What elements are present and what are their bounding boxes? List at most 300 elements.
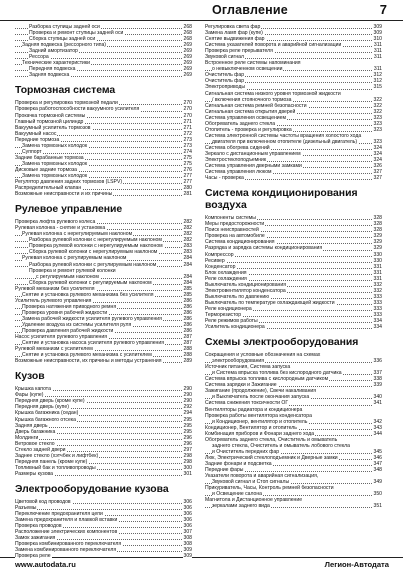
toc-entry-page: 301 xyxy=(183,470,192,477)
toc-entry-page: 286 xyxy=(183,303,192,310)
toc-entry-title: Электростеклоподъемник xyxy=(205,157,267,164)
toc-entry-page: 331 xyxy=(373,275,382,282)
toc-entry-page: 286 xyxy=(183,315,192,322)
toc-entry-page: 300 xyxy=(183,464,192,471)
toc-entry-title: Регулировка света фар xyxy=(205,24,261,30)
toc-entry-page: 282 xyxy=(183,225,192,232)
toc-entry-title: Выключатель кондиционирования xyxy=(205,281,286,288)
toc-entry[interactable] xyxy=(205,324,382,330)
toc-entry-title: Система электронной системы частоты вращения холостого хода xyxy=(205,132,362,139)
toc-entry-title: Проверка реле xyxy=(15,553,51,560)
toc-entry-title: Технические характеристики xyxy=(22,60,90,67)
toc-entry-title: Задняя подвеска xyxy=(29,72,70,79)
toc-entry-page: 290 xyxy=(183,386,192,393)
toc-entry-title: Цветовой код проводов xyxy=(15,499,71,505)
toc-entry-title: о невыключенном освещении xyxy=(212,66,283,73)
toc-entry-page: 269 xyxy=(183,66,192,73)
toc-entry-page: 328 xyxy=(373,227,382,234)
toc-entry-page: 322 xyxy=(373,102,382,109)
toc-entry-title: Рессора xyxy=(29,54,49,61)
header-bar xyxy=(0,0,403,21)
toc-entry-page: 327 xyxy=(373,169,382,176)
footer-site[interactable]: www.autodata.ru xyxy=(15,560,76,569)
toc-entry-page: 322 xyxy=(373,96,382,103)
toc-entry-title: заднего стекла, Очиститель и омыватель лобового стекла xyxy=(212,442,350,449)
dot-leader xyxy=(15,439,192,440)
toc-entry[interactable] xyxy=(15,72,192,78)
section-heading: Схемы электрооборудования xyxy=(205,337,359,349)
toc-entry-page: 294 xyxy=(183,410,192,417)
toc-entry-page: 328 xyxy=(373,215,382,222)
toc-right-column xyxy=(205,24,382,509)
toc-entry-page: 275 xyxy=(183,154,192,161)
toc-entry-title: Передние фары xyxy=(205,467,244,473)
toc-entry-title: Возможные неисправности и их причины xyxy=(15,191,113,198)
toc-entry-page: 282 xyxy=(183,231,192,238)
toc-entry-page: 271 xyxy=(183,124,192,131)
section-heading: Кузов xyxy=(15,371,45,383)
toc-entry-page: 306 xyxy=(183,517,192,524)
toc-entry-page: 309 xyxy=(183,547,192,554)
toc-entry-title: Задняя подвеска (рессорного типа) xyxy=(22,42,106,49)
toc-entry-page: 341 xyxy=(373,400,382,407)
toc-entry-page: 295 xyxy=(183,422,192,429)
toc-entry-title: Зеркало с дистанционным управлением xyxy=(205,150,301,157)
toc-entry-page: 309 xyxy=(373,30,382,37)
toc-entry-title: и Кондиционер, вентилятор и отопитель xyxy=(212,418,308,425)
toc-entry-title: Звуковой сигнал xyxy=(205,54,244,61)
toc-entry-title: Вакуумный усилитель тормозов xyxy=(15,124,91,131)
toc-entry-title: Снятие и установка рулевого механизма с усилителем xyxy=(22,352,152,359)
toc-entry-page: 271 xyxy=(183,118,192,125)
toc-entry-title: Задний амортизатор xyxy=(29,48,78,55)
toc-entry-page: 288 xyxy=(183,352,192,359)
toc-entry-page: 349 xyxy=(373,479,382,486)
toc-entry-title: Задние барабанные тормоза xyxy=(15,154,84,161)
toc-entry-title: Расположение электрических компонентов xyxy=(15,529,118,536)
toc-entry-title: Реле кондиционера xyxy=(205,305,252,312)
toc-entry-page: 276 xyxy=(183,166,192,173)
toc-entry-title: Система управления дверными замками xyxy=(205,163,302,170)
toc-entry-page: 306 xyxy=(183,505,192,512)
toc-entry-title: Переключение предохранителя цепи xyxy=(15,511,103,518)
toc-entry-page: 308 xyxy=(183,541,192,548)
toc-entry-title: Указатели поворота и аварийная сигнализация, xyxy=(205,473,319,480)
toc-entry-page: 350 xyxy=(373,491,382,498)
toc-entry-page: 269 xyxy=(183,72,192,79)
toc-entry-page: 334 xyxy=(373,324,382,331)
section-heading: Система кондиционирования воздуха xyxy=(205,188,358,212)
toc-entry-page: 329 xyxy=(373,239,382,246)
toc-entry-title: Сборка рулевой колонки с регулируемым наклоном xyxy=(29,279,152,286)
toc-entry-title: / включения стояночного тормоза xyxy=(212,96,292,103)
toc-entry-title: Прокачка тормозной системы xyxy=(15,112,86,119)
toc-entry-page: 273 xyxy=(183,136,192,143)
toc-entry-title: Замена предохранителя и плавкой вставки xyxy=(15,517,118,524)
toc-entry-title: Очиститель фар xyxy=(205,72,245,79)
toc-entry-title: Источник питания, Система запуска xyxy=(205,364,291,371)
toc-entry-title: Усилитель рулевого управления xyxy=(15,297,92,304)
page-number: 7 xyxy=(379,2,387,17)
toc-entry-title: Проверка проводов xyxy=(15,523,62,530)
toc-entry-title: Замена рабочей жидкости усилителя рулевого управления xyxy=(22,315,162,322)
toc-entry-page: 268 xyxy=(183,30,192,37)
toc-entry-title: Обогреватель заднего стекла xyxy=(205,120,276,127)
toc-entry-title: Замена тормозных колодок xyxy=(22,172,88,179)
toc-entry[interactable] xyxy=(15,471,192,477)
toc-entry-page: 274 xyxy=(183,148,192,155)
toc-entry-page: 287 xyxy=(183,334,192,341)
toc-entry-title: Кондиционер, Вентилятор и отопитель xyxy=(205,424,297,431)
toc-entry-title: Стекло задней двери xyxy=(15,446,66,453)
toc-entry-page: 329 xyxy=(373,233,382,240)
toc-entry[interactable] xyxy=(205,133,382,139)
toc-entry-page: 298 xyxy=(183,452,192,459)
toc-entry-title: Дисковые задние тормоза xyxy=(15,166,78,173)
toc-entry-title: с регулируемым наклоном xyxy=(36,273,99,280)
toc-entry-page: 345 xyxy=(373,448,382,455)
toc-entry-title: и Очиститель передних фар xyxy=(212,448,280,455)
toc-entry-title: Система управления люком xyxy=(205,169,272,176)
toc-entry-page: 330 xyxy=(373,251,382,258)
toc-entry-page: 329 xyxy=(373,245,382,252)
toc-entry-title: Система впрыска топлива с кислородным датчиком xyxy=(205,376,329,383)
toc-entry-page: 269 xyxy=(183,48,192,55)
toc-entry-title: Система управления освещением xyxy=(205,114,286,121)
toc-entry-page: 296 xyxy=(183,434,192,441)
toc-entry-title: Реле охлаждения xyxy=(205,275,247,282)
toc-entry-page: 284 xyxy=(183,273,192,280)
toc-entry-title: Топливный бак и топливопроводы xyxy=(15,464,96,471)
toc-entry-title: Дверь багажника xyxy=(15,428,56,435)
toc-entry-title: Замена комбинированного переключателя xyxy=(15,547,117,554)
toc-entry-title: Замена ламп фар (купе) xyxy=(205,30,263,37)
toc-entry-page: 324 xyxy=(373,144,382,151)
toc-entry-page: 309 xyxy=(373,24,382,30)
footer-bar xyxy=(0,557,403,571)
toc-entry-page: 342 xyxy=(373,418,382,425)
toc-entry-title: Крышка багажного отсека xyxy=(15,416,76,423)
toc-entry-page: 284 xyxy=(183,255,192,262)
toc-entry-title: Разборка рулевой колонки с регулируемым наклоном xyxy=(29,261,157,268)
toc-entry-title: Компоненты системы xyxy=(205,215,256,222)
toc-entry-page: 323 xyxy=(373,114,382,121)
toc-entry-title: Сокращения и условные обозначения на схемах xyxy=(205,352,321,359)
toc-entry-page: 283 xyxy=(183,249,192,256)
toc-entry-title: Обогреватель заднего стекла, Очиститель и омыватель xyxy=(205,436,338,443)
toc-entry-page: 268 xyxy=(183,36,192,43)
toc-entry-page: 284 xyxy=(183,279,192,286)
toc-entry-title: Рулевая колонка с нерегулируемым наклоном xyxy=(22,231,133,238)
toc-entry-page: 334 xyxy=(373,318,382,325)
toc-entry-page: 281 xyxy=(183,191,192,198)
toc-entry-title: Комбинация приборов и Фонари заднего хода xyxy=(205,430,315,437)
toc-entry[interactable] xyxy=(205,503,382,509)
toc-entry-title: Сборка ступицы задней оси xyxy=(29,36,96,43)
toc-entry-page: 315 xyxy=(373,84,382,91)
toc-entry-title: Проверка на автомобиле xyxy=(205,233,265,240)
toc-entry-title: Суппорт xyxy=(22,148,42,155)
toc-entry-title: Разборка рулевой колонки с нерегулируемым наклоном xyxy=(29,237,162,244)
page-title: Оглавление xyxy=(212,3,288,17)
toc-entry-title: Система снижения токсичности ОГ xyxy=(205,400,289,407)
toc-entry-title: Проверка натяжения приводного ремня xyxy=(22,303,117,310)
toc-entry-title: Молдинги xyxy=(15,434,39,441)
toc-entry-page: 286 xyxy=(183,321,192,328)
toc-entry-title: Главный тормозной цилиндр xyxy=(15,118,84,125)
toc-entry-title: Рулевая колонка с регулируемым наклоном xyxy=(22,255,127,262)
toc-entry-title: Отопитель - проверка и регулировка xyxy=(205,126,292,133)
toc-entry-title: Удаление воздуха из системы усилителя руля xyxy=(22,321,132,328)
toc-entry-title: Встроенное реле системы напоминания xyxy=(205,60,301,67)
toc-left-column xyxy=(15,24,192,559)
toc-entry-page: 270 xyxy=(183,106,192,113)
toc-entry-page: 270 xyxy=(183,112,192,119)
toc-entry-page: 323 xyxy=(373,126,382,133)
toc-entry-title: Проверка люфта рулевого колеса xyxy=(15,219,96,226)
toc-entry-title: Ресивер xyxy=(205,257,225,264)
toc-entry-title: Проверка и регулировка тормозной педали xyxy=(15,100,118,107)
toc-entry-title: Звуковой сигнал и Стоп сигналы xyxy=(212,479,290,486)
toc-entry-title: Замена тормозных колодок xyxy=(22,142,88,149)
toc-entry-title: Крышка капота xyxy=(15,386,51,393)
toc-entry-page: 285 xyxy=(183,291,192,298)
toc-entry-page: 282 xyxy=(183,219,192,226)
toc-entry-title: Сигнальная система открытия дверей xyxy=(205,108,296,115)
toc-entry-title: Замена тормозных колодок xyxy=(22,160,88,167)
toc-entry-page: 269 xyxy=(183,60,192,67)
toc-entry-page: 323 xyxy=(373,138,382,145)
toc-entry-title: Усилитель кондиционера xyxy=(205,324,265,331)
toc-entry-page: 292 xyxy=(183,404,192,411)
toc-entry-page: 311 xyxy=(373,42,382,49)
toc-entry-page: 337 xyxy=(373,370,382,377)
toc-entry-title: Система зарядки и Зажигание xyxy=(205,382,277,389)
toc-entry-page: 339 xyxy=(373,382,382,389)
dot-leader xyxy=(15,509,192,510)
toc-entry-title: Проверка рулевой колонки с нерегулируемым наклоном xyxy=(29,243,163,250)
toc-entry-title: двигателя при включенном отопителе (дизельный двигатель) xyxy=(212,138,358,145)
toc-entry-page: 309 xyxy=(183,553,192,560)
toc-entry-title: Выключатель по давлению xyxy=(205,293,270,300)
toc-entry-title: Снятие и установка насоса усилителя рулевого управления xyxy=(22,340,164,347)
toc-entry-title: Передняя дверь (кроме купе) xyxy=(15,398,85,405)
toc-entry-title: Электроприводы xyxy=(205,84,246,91)
toc-entry-page: 343 xyxy=(373,424,382,431)
toc-entry-title: Вакуумный насос xyxy=(15,130,57,137)
toc-entry-title: Крышка багажника (седан) xyxy=(15,410,79,417)
toc-entry-title: Магнитола и Дистанционное управление xyxy=(205,497,303,504)
toc-entry-title: Люк, Электрический стеклоподъемник и Дверные замки xyxy=(205,454,338,461)
toc-entry-title: Проверка и ремонт ступицы задней оси xyxy=(29,30,124,37)
toc-entry-page: 333 xyxy=(373,293,382,300)
toc-entry-page: 289 xyxy=(183,358,192,365)
toc-entry-page: 331 xyxy=(373,269,382,276)
toc-entry-page: 336 xyxy=(373,358,382,365)
toc-entry-page: 311 xyxy=(373,66,382,73)
toc-entry-title: Проверка комбинированного переключателя xyxy=(15,541,122,548)
toc-entry-title: Передние тормоза xyxy=(15,136,60,143)
toc-entry-page: 270 xyxy=(183,100,192,107)
toc-entry-title: Конденсатор xyxy=(205,263,236,270)
section-heading: Электрооборудование кузова xyxy=(15,484,169,495)
toc-entry-page: 286 xyxy=(183,309,192,316)
toc-entry-title: Система обогрева сидений xyxy=(205,144,270,151)
toc-entry-title: Возможные неисправности, их причины и методы устранения xyxy=(15,358,162,365)
toc-entry-title: Сигнальная система ремней безопасности xyxy=(205,102,307,109)
toc-entry-title: Компрессор xyxy=(205,251,234,258)
toc-entry-title: Реле режимов работы xyxy=(205,318,258,325)
toc-entry-page: 306 xyxy=(183,523,192,530)
toc-entry-page: 308 xyxy=(183,535,192,542)
toc-entry-page: 347 xyxy=(373,460,382,467)
toc-entry-title: Проверка работоспособности вакуумного усилителя xyxy=(15,106,140,113)
toc-entry-page: 306 xyxy=(183,499,192,505)
toc-entry-page: 277 xyxy=(183,172,192,179)
toc-entry-page: 312 xyxy=(373,72,382,79)
toc-entry-page: 286 xyxy=(183,297,192,304)
toc-entry-title: и Выключатель после окончания запуска xyxy=(212,394,310,401)
toc-entry-title: Рулевая колонка - снятие и установка xyxy=(15,225,106,232)
section-heading: Рулевое управление xyxy=(15,204,123,216)
toc-entry-title: Меры предосторожности xyxy=(205,221,265,228)
toc-entry-title: и Система впрыска топлива без кислородного датчика xyxy=(212,370,342,377)
toc-entry-title: Зажигание (продолжение), Свечи накаливания xyxy=(205,388,317,395)
toc-entry-title: Передняя дверь (купе) xyxy=(15,404,69,411)
toc-entry-title: Очиститель фар xyxy=(205,78,245,85)
toc-entry[interactable] xyxy=(15,191,192,197)
toc-entry-title: Снятие и установка рулевого механизма без усилителя xyxy=(22,291,154,298)
footer-publisher: Легион-Автодата xyxy=(324,560,389,569)
toc-entry-title: Проверка и ремонт рулевой колонки xyxy=(29,267,116,274)
toc-entry-title: Распределительный клапан xyxy=(15,185,82,192)
toc-entry-page: 332 xyxy=(373,287,382,294)
toc-entry-title: Передняя панель (кроме купе) xyxy=(15,458,88,465)
toc-entry[interactable] xyxy=(15,358,192,364)
toc-entry-page: 348 xyxy=(373,467,382,473)
toc-entry-page: 311 xyxy=(373,48,382,55)
toc-entry-page: 286 xyxy=(183,328,192,335)
toc-entry-page: 346 xyxy=(373,454,382,461)
toc-entry-title: Передняя подвеска xyxy=(29,66,76,73)
toc-entry-page: 324 xyxy=(373,150,382,157)
toc-entry-title: Электровентилятор конденсатора xyxy=(205,287,286,294)
dot-leader xyxy=(205,262,382,263)
toc-entry-page: 307 xyxy=(183,529,192,536)
toc-entry-title: и Освещение салона xyxy=(212,491,263,498)
toc-entry-page: 297 xyxy=(183,446,192,453)
toc-entry-page: 327 xyxy=(373,175,382,182)
toc-entry-page: 326 xyxy=(373,163,382,170)
toc-entry-page: 273 xyxy=(183,142,192,149)
toc-entry-page: 351 xyxy=(373,503,382,510)
toc-entry-title: электрооборудования xyxy=(212,358,265,365)
toc-entry-page: 344 xyxy=(373,430,382,437)
toc-entry-title: Насос усилителя рулевого управления xyxy=(15,334,107,341)
toc-entry-page: 328 xyxy=(373,221,382,228)
toc-entry-page: 332 xyxy=(373,281,382,288)
toc-entry-page: 288 xyxy=(183,346,192,353)
toc-entry-page: 340 xyxy=(373,394,382,401)
toc-entry-page: 272 xyxy=(183,130,192,137)
toc-entry-page: 333 xyxy=(373,299,382,306)
toc-entry-page: 296 xyxy=(183,440,192,447)
toc-entry-page: 287 xyxy=(183,340,192,347)
toc-entry-page: 282 xyxy=(183,237,192,244)
toc-entry-title: зеркалами заднего вида xyxy=(212,503,270,510)
toc-entry-page: 324 xyxy=(373,157,382,164)
toc-entry-title: Разрядка и зарядка системы кондиционирования xyxy=(205,245,323,252)
toc-entry-page: 283 xyxy=(183,243,192,250)
toc-entry-page: 312 xyxy=(373,78,382,85)
toc-entry-title: Выключатель по температуре охлаждающей жидкости xyxy=(205,299,335,306)
toc-entry-title: Блок охлаждения xyxy=(205,269,247,276)
section-heading: Тормозная система xyxy=(15,85,116,97)
toc-entry-page: 280 xyxy=(183,185,192,192)
toc-entry-page: 290 xyxy=(183,398,192,405)
toc-entry-page: 310 xyxy=(373,36,382,43)
toc-entry-title: Прикуриватель, Часы, Контроль ремней безопасности xyxy=(205,485,334,492)
toc-entry-title: Заднее стекло (хэтчбек и лифтбек) xyxy=(15,452,99,459)
toc-entry-page: 268 xyxy=(183,24,192,30)
toc-entry-page: 311 xyxy=(373,54,382,61)
toc-entry-title: Разборка ступицы задней оси xyxy=(29,24,100,30)
toc-entry-title: Система указателей поворота и аварийной сигнализации xyxy=(205,42,342,49)
toc-entry-page: 333 xyxy=(373,305,382,312)
toc-entry-title: Сборка рулевой колонки с нерегулируемым наклоном xyxy=(29,249,158,256)
toc-entry-title: Задняя дверь xyxy=(15,422,48,429)
toc-entry-title: Разъемы xyxy=(15,505,37,512)
toc-entry-page: 275 xyxy=(183,160,192,167)
toc-entry-page: 295 xyxy=(183,428,192,435)
toc-entry-title: Рулевой механизм без усилителя xyxy=(15,285,95,292)
toc-entry-title: Проверка давления рабочей жидкости xyxy=(22,328,114,335)
toc-entry-page: 306 xyxy=(183,511,192,518)
toc-entry-page: 331 xyxy=(373,263,382,270)
toc-entry-page: 285 xyxy=(183,285,192,292)
toc-entry-title: Сигнальная система низкого уровня тормозной жидкости xyxy=(205,90,341,97)
toc-entry-page: 284 xyxy=(183,261,192,268)
toc-entry-page: 330 xyxy=(373,257,382,264)
toc-entry-title: Фары (купе) xyxy=(15,392,44,399)
toc-entry-page: 269 xyxy=(183,54,192,61)
toc-entry-page: 338 xyxy=(373,376,382,383)
toc-entry[interactable] xyxy=(205,175,382,181)
toc-entry-page: 322 xyxy=(373,108,382,115)
toc-entry-page: 298 xyxy=(183,458,192,465)
toc-entry-title: Часы - проверка xyxy=(205,175,244,182)
toc-entry-title: Поиск неисправностей xyxy=(205,227,259,234)
toc-entry-page: 333 xyxy=(373,311,382,318)
toc-entry-title: Рулевой механизм с усилителем xyxy=(15,346,93,353)
toc-entry-title: Ветровое стекло xyxy=(15,440,55,447)
toc-entry-title: Замок зажигания xyxy=(15,535,56,542)
toc-entry-page: 277 xyxy=(183,179,192,186)
toc-entry-title: Проверка уровня рабочей жидкости xyxy=(22,309,108,316)
toc-entry-page: 290 xyxy=(183,392,192,399)
toc-entry-title: Вентиляторы радиатора и кондиционера xyxy=(205,406,303,413)
toc-entry-page: 295 xyxy=(183,416,192,423)
toc-entry-title: Снятие выдвижения фар xyxy=(205,36,265,43)
toc-entry-title: Задние фонари и подсветка xyxy=(205,460,272,467)
toc-entry-page: 323 xyxy=(373,120,382,127)
toc-entry-title: Размеры кузова xyxy=(15,470,54,477)
toc-entry-title: Проверка работы вентилятора конденсатора xyxy=(205,412,312,419)
toc-entry-title: Проверка реле прерывателя xyxy=(205,48,273,55)
toc-entry-title: Система кондиционирования xyxy=(205,239,275,246)
toc-entry-page: 269 xyxy=(183,42,192,49)
toc-entry-title: Терморезистор xyxy=(205,311,242,318)
